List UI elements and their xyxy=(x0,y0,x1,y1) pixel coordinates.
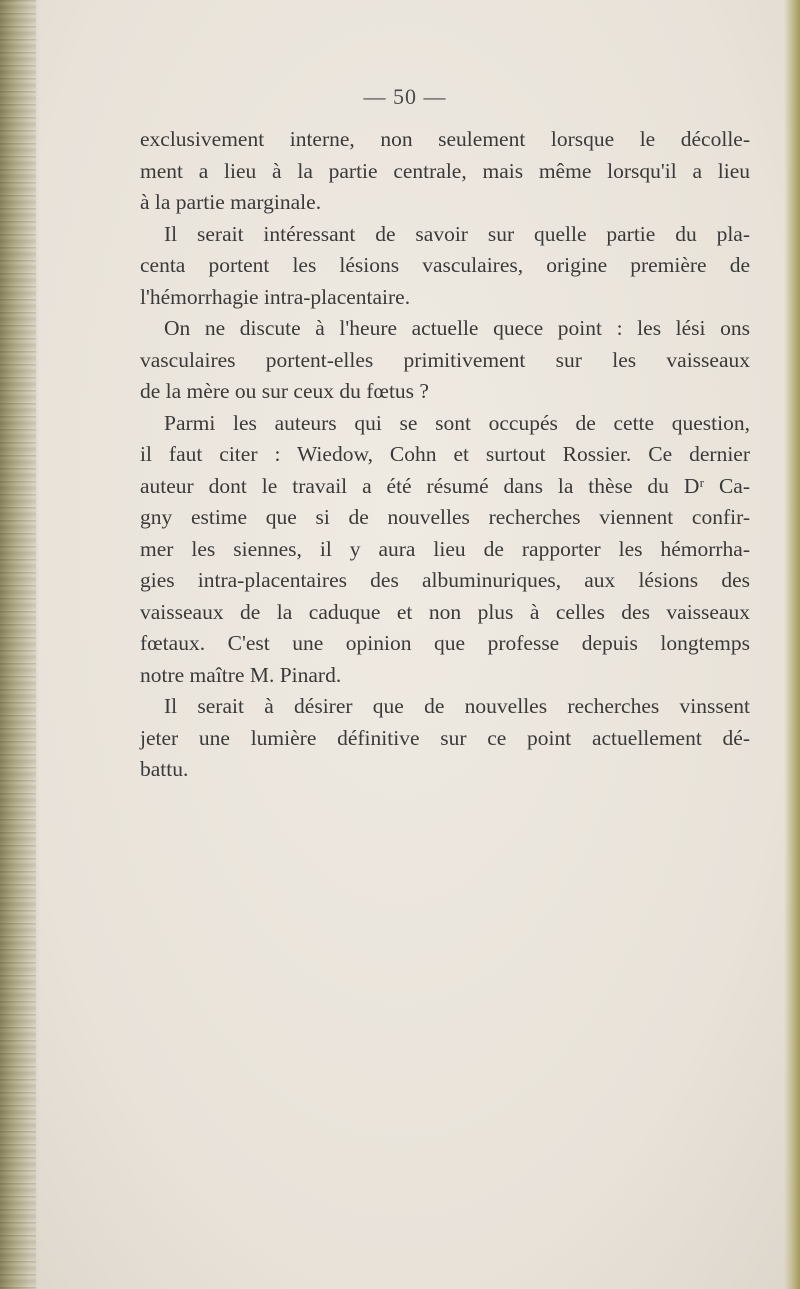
text-line: vasculaires portent-elles primitivement sur les vaisseaux xyxy=(140,347,750,372)
text-line: Parmi les auteurs qui se sont occupés de cette question, xyxy=(164,410,750,435)
text-line: battu. xyxy=(140,757,189,781)
text-line: exclusivement interne, non seulement lorsque le décolle- xyxy=(140,127,750,151)
text-line: ment a lieu à la partie centrale, mais même lorsqu'il a lieu xyxy=(140,158,750,183)
text-line: mer les siennes, il y aura lieu de rapporter les hémorrha- xyxy=(140,536,750,561)
text-line: auteur dont le travail a été résumé dans la thèse du Dʳ Ca- xyxy=(140,473,750,498)
text-line: On ne discute à l'heure actuelle quece point : les lési ons xyxy=(164,316,750,340)
text-line: à la partie marginale. xyxy=(140,190,322,214)
text-line: notre maître M. Pinard. xyxy=(140,662,342,687)
body-text xyxy=(140,124,750,786)
text-line: Il serait intéressant de savoir sur quelle partie du pla- xyxy=(164,221,750,246)
text-line: l'hémorrhagie intra-placentaire. xyxy=(140,284,411,309)
right-page-edge xyxy=(784,0,800,1289)
text-line: de la mère ou sur ceux du fœtus ? xyxy=(140,379,429,403)
text-line: il faut citer : Wiedow, Cohn et surtout Rossier. Ce dernier xyxy=(140,442,750,466)
text-line: gies intra-placentaires des albuminuriques, aux lésions des xyxy=(140,568,750,592)
text-line: fœtaux. C'est une opinion que professe depuis longtemps xyxy=(140,631,750,655)
binding-texture xyxy=(0,0,36,1289)
page-number: — 50 — xyxy=(363,84,447,109)
text-line: Il serait à désirer que de nouvelles recherches vinssent xyxy=(164,694,750,718)
text-line: vaisseaux de la caduque et non plus à celles des vaisseaux xyxy=(140,599,750,624)
text-line: centa portent les lésions vasculaires, origine première de xyxy=(140,253,750,277)
text-line: jeter une lumière définitive sur ce point actuellement dé- xyxy=(140,725,750,750)
text-line: gny estime que si de nouvelles recherches viennent confir- xyxy=(140,505,750,529)
